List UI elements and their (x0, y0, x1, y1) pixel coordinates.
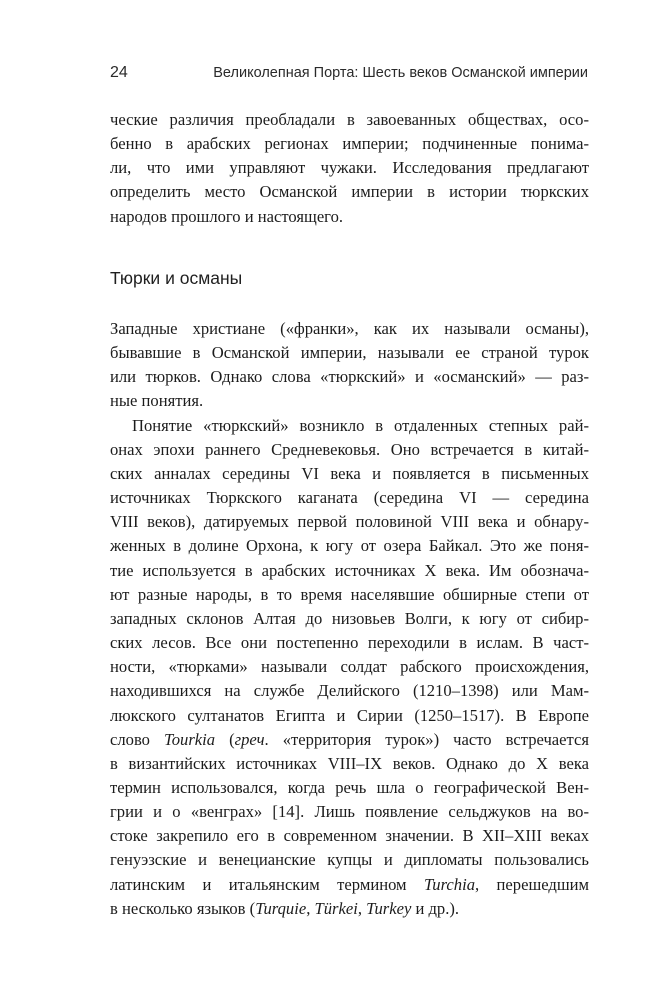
text-run: . «территория турок») часто встречается (264, 729, 589, 749)
text-run: в несколько языков ( (110, 898, 256, 918)
text-line: ческие различия преобладали в завоеванных обществах, осо- (110, 110, 589, 129)
text-run: , перешедшим (475, 874, 589, 894)
italic-term: Turquie (255, 898, 307, 918)
text-line: генуэзские и венецианские купцы и дипломаты пользовались (110, 850, 589, 870)
text-line: ные понятия. (110, 391, 204, 411)
section-body (110, 317, 589, 921)
page-number: 24 (110, 64, 128, 81)
text-line: ности, «тюрками» называли солдат рабского происхождения, (110, 657, 589, 677)
italic-term: Tourkia (164, 729, 216, 749)
text-line: бенно в арабских регионах империи; подчиненные понима- (110, 134, 589, 154)
text-line: определить место Османской империи в истории тюркских (110, 182, 589, 202)
text-run: , (357, 898, 367, 918)
italic-term: Turchia (423, 874, 475, 894)
text-line: Западные христиане («франки», как их называли османы), (110, 319, 589, 338)
text-line: люкского султанатов Египта и Сирии (1250–1517). В Европе (110, 705, 589, 725)
text-line: ют разные народы, в то время населявшие обширные степи от (110, 584, 589, 604)
text-line: Понятие «тюркский» возникло в отдаленных степных рай- (132, 415, 589, 435)
text-line: тие используется в арабских источниках X века. Им обознача- (110, 560, 589, 580)
paragraph-3 (110, 414, 589, 921)
paragraph-2 (110, 317, 589, 414)
text-line: грии и о «венграх» [14]. Лишь появление сельджуков на во- (110, 802, 589, 822)
text-line (110, 897, 589, 921)
running-head (110, 64, 588, 86)
running-title: Великолепная Порта: Шесть веков Османской империи (213, 65, 588, 81)
text-line: народов прошлого и настоящего. (110, 206, 344, 226)
text-line: находившихся на службе Делийского (1210–1398) или Мам- (110, 681, 589, 701)
text-line: западных склонов Алтая до низовьев Волги, к югу от сибир- (110, 608, 589, 628)
text-line: или тюрков. Однако слова «тюркский» и «османский» — раз- (110, 367, 589, 387)
text-line: ских анналах середины VI века и появляется в письменных (110, 463, 589, 483)
text-run: , (306, 898, 315, 918)
text-run: и др.). (411, 898, 460, 918)
text-line: в византийских источниках VIII–IX веков. Однако до X века (110, 753, 589, 773)
text-line: термин использовался, когда речь шла о географической Вен- (110, 777, 589, 797)
text-line: стоке закрепило его в современном значении. В XII–XIII веках (110, 826, 589, 846)
italic-term: Turkey (366, 898, 412, 918)
italic-term: Türkei (314, 898, 358, 918)
text-line: женных в долине Орхона, к югу от озера Байкал. Это же поня- (110, 536, 589, 556)
text-line: бывавшие в Османской империи, называли ее страной турок (110, 343, 589, 363)
paragraph-1 (110, 108, 589, 229)
text-line: ских лесов. Все они постепенно переходили в ислам. В част- (110, 633, 589, 653)
text-line: ли, что ими управляют чужаки. Исследования предлагают (110, 158, 589, 178)
text-line (110, 728, 589, 752)
text-line: источниках Тюркского каганата (середина VI — середина (110, 488, 589, 508)
section-heading: Тюрки и османы (110, 268, 243, 288)
text-run: латинским и итальянским термином (110, 874, 424, 894)
italic-abbrev: греч (234, 729, 265, 749)
text-run: слово (110, 729, 165, 749)
text-line (110, 873, 589, 897)
text-line: VIII веков), датируемых первой половиной VIII века и обнару- (110, 512, 589, 532)
text-line: онах эпохи раннего Средневековья. Оно встречается в китай- (110, 439, 589, 459)
text-run: ( (215, 729, 235, 749)
